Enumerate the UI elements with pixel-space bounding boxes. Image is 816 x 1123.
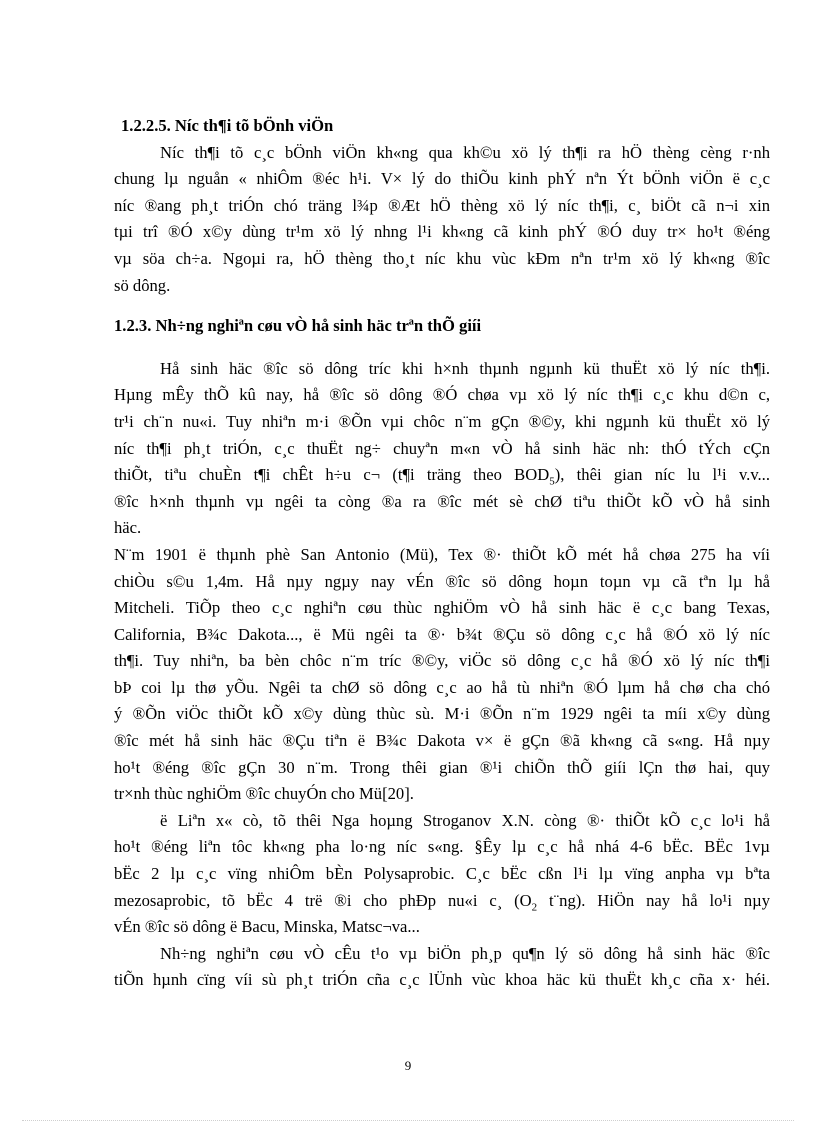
text-line-bod (114, 462, 770, 489)
text-line: ho¹t ®éng ®îc gÇn 30 n¨m. Trong thêi gian ®¹i chiÕn thÕ giíi lÇn thø hai, quy (114, 757, 770, 777)
section-heading-1-2-3: 1.2.3. Nh÷ng nghiªn cøu vÒ hå sinh häc trªn thÕ giíi (114, 316, 482, 336)
paragraph-hospital-wastewater (114, 140, 770, 300)
text-fragment: thiÕt, tiªu chuÈn t¶i chÊt h÷u c¬ (t¶i träng theo BOD (114, 465, 550, 485)
text-line: ho¹t ®éng liªn tôc kh«ng pha lo·ng níc s«ng. §Êy lµ c¸c hå nhá 4-6 bËc. BËc 1vµ (114, 837, 770, 857)
text-line: vÉn ®îc sö dông ë Bacu, Minska, Matsc¬va... (114, 917, 420, 937)
page-content (114, 113, 770, 994)
text-fragment: t¨ng). HiÖn nay hå lo¹i nµy (537, 890, 770, 910)
text-line: Mitcheli. TiÕp theo c¸c nghiªn cøu thùc nghiÖm vÒ hå sinh häc ë c¸c bang Texas, (114, 598, 770, 618)
text-line: tr¹i ch¨n nu«i. Tuy nhiªn m·i ®Õn vµi chôc n¨m gÇn ®©y, khi ngµnh kü thuËt xö lý (114, 411, 770, 431)
text-line: ý ®Õn viÖc thiÕt kÕ x©y dùng thùc sù. M·i ®Õn n¨m 1929 ngêi ta míi x©y dùng (114, 704, 770, 724)
text-line: níc ®ang ph¸t triÓn chó träng l¾p ®Æt hÖ thèng xö lý níc th¶i, c¸ biÖt cã n¬i xin (114, 195, 770, 215)
text-line: ®îc h×nh thµnh vµ ngêi ta còng ®a ra ®îc mét sè chØ tiªu thiÕt kÕ vÒ hå sinh (114, 491, 770, 511)
text-line: ë Liªn x« cò, tõ thêi Nga hoµng Stroganov X.N. còng ®· thiÕt kÕ c¸c lo¹i hå (160, 810, 770, 830)
text-line: th¶i. Tuy nhiªn, ba bèn chôc n¨m tríc ®©y, viÖc sö dông c¸c hå ®Ó xö lý níc th¶i (114, 651, 770, 671)
bod-subscript: 5 (549, 475, 555, 488)
text-line: vµ söa ch÷a. Ngoµi ra, hÖ thèng tho¸t níc khu vùc kÐm nªn tr¹m xö lý kh«ng ®îc (114, 248, 770, 268)
text-line: tµi trî ®Ó x©y dùng tr¹m xö lý nhng l¹i kh«ng cã kinh phÝ ®Ó duy tr× ho¹t ®éng (114, 222, 770, 242)
text-line: Níc th¶i tõ c¸c bÖnh viÖn kh«ng qua kh©u xö lý th¶i ra hÖ thèng cèng r·nh (160, 142, 770, 162)
text-line: chung lµ nguån « nhiÔm ®éc h¹i. V× lý do thiÕu kinh phÝ nªn Ýt bÖnh viÖn ë c¸c (114, 169, 770, 189)
text-fragment: mezosaprobic, tõ bËc 4 trë ®i cho phÐp nu«i c¸ (O (114, 890, 532, 910)
section-heading-1-2-2-5: 1.2.2.5. Níc th¶i tõ bÖnh viÖn (121, 116, 334, 135)
paragraph-san-antonio (114, 542, 770, 808)
text-line: Hå sinh häc ®îc sö dông tríc khi h×nh thµnh ngµnh kü thuËt xö lý níc th¶i. (160, 358, 770, 378)
text-line: tr×nh thùc nghiÖm ®îc chuyÓn cho Mü[20]. (114, 784, 414, 804)
text-line: níc th¶i ph¸t triÓn, c¸c thuËt ng÷ chuyªn m«n vÒ hå sinh häc nh: thÓ tÝch cÇn (114, 438, 770, 458)
text-line-o2 (114, 888, 770, 915)
text-line: chiÒu s©u 1,4m. Hå nµy ngµy nay vÉn ®îc sö dông hoµn toµn vµ cã tªn lµ hå (114, 571, 770, 591)
text-line: ®îc mét hå sinh häc ®Çu tiªn ë B¾c Dakota v× ë gÇn ®ã kh«ng cã s«ng. Hå nµy (114, 731, 770, 751)
paragraph-soviet-union (114, 808, 770, 941)
text-line: California, B¾c Dakota..., ë Mü ngêi ta ®· b¾t ®Çu sö dông c¸c hå ®Ó xö lý níc (114, 624, 770, 644)
paragraph-biological-ponds-history (114, 356, 770, 542)
page-number: 9 (404, 1058, 412, 1073)
text-line: Hµng mÊy thÕ kû nay, hå ®îc sö dông ®Ó chøa vµ xö lý níc th¶i c¸c khu d©n c, (114, 385, 770, 405)
text-fragment: ), thêi gian níc lu l¹i v.v... (554, 465, 770, 485)
text-line: bÞ coi lµ thø yÕu. Ngêi ta chØ sö dông c¸c ao hå tù nhiªn ®Ó lµm hå chø cha chó (114, 677, 770, 697)
text-line: N¨m 1901 ë thµnh phè San Antonio (Mü), Tex ®· thiÕt kÕ mét hå chøa 275 ha víi (114, 544, 770, 564)
bottom-divider (22, 1120, 794, 1121)
text-line: tiÕn hµnh cïng víi sù ph¸t triÓn cña c¸c lÜnh vùc khoa häc kü thuËt kh¸c cña x· héi. (114, 970, 770, 990)
paragraph-research-structure (114, 941, 770, 994)
text-line: sö dông. (114, 275, 171, 295)
text-line: Nh÷ng nghiªn cøu vÒ cÊu t¹o vµ biÖn ph¸p qu¶n lý sö dông hå sinh häc ®îc (160, 943, 770, 963)
text-line: bËc 2 lµ c¸c vïng nhiÔm bÈn Polysaprobic. C¸c bËc cßn l¹i lµ vïng anpha vµ bªta (114, 864, 770, 884)
text-line: häc. (114, 518, 142, 538)
o2-subscript: 2 (531, 900, 538, 913)
